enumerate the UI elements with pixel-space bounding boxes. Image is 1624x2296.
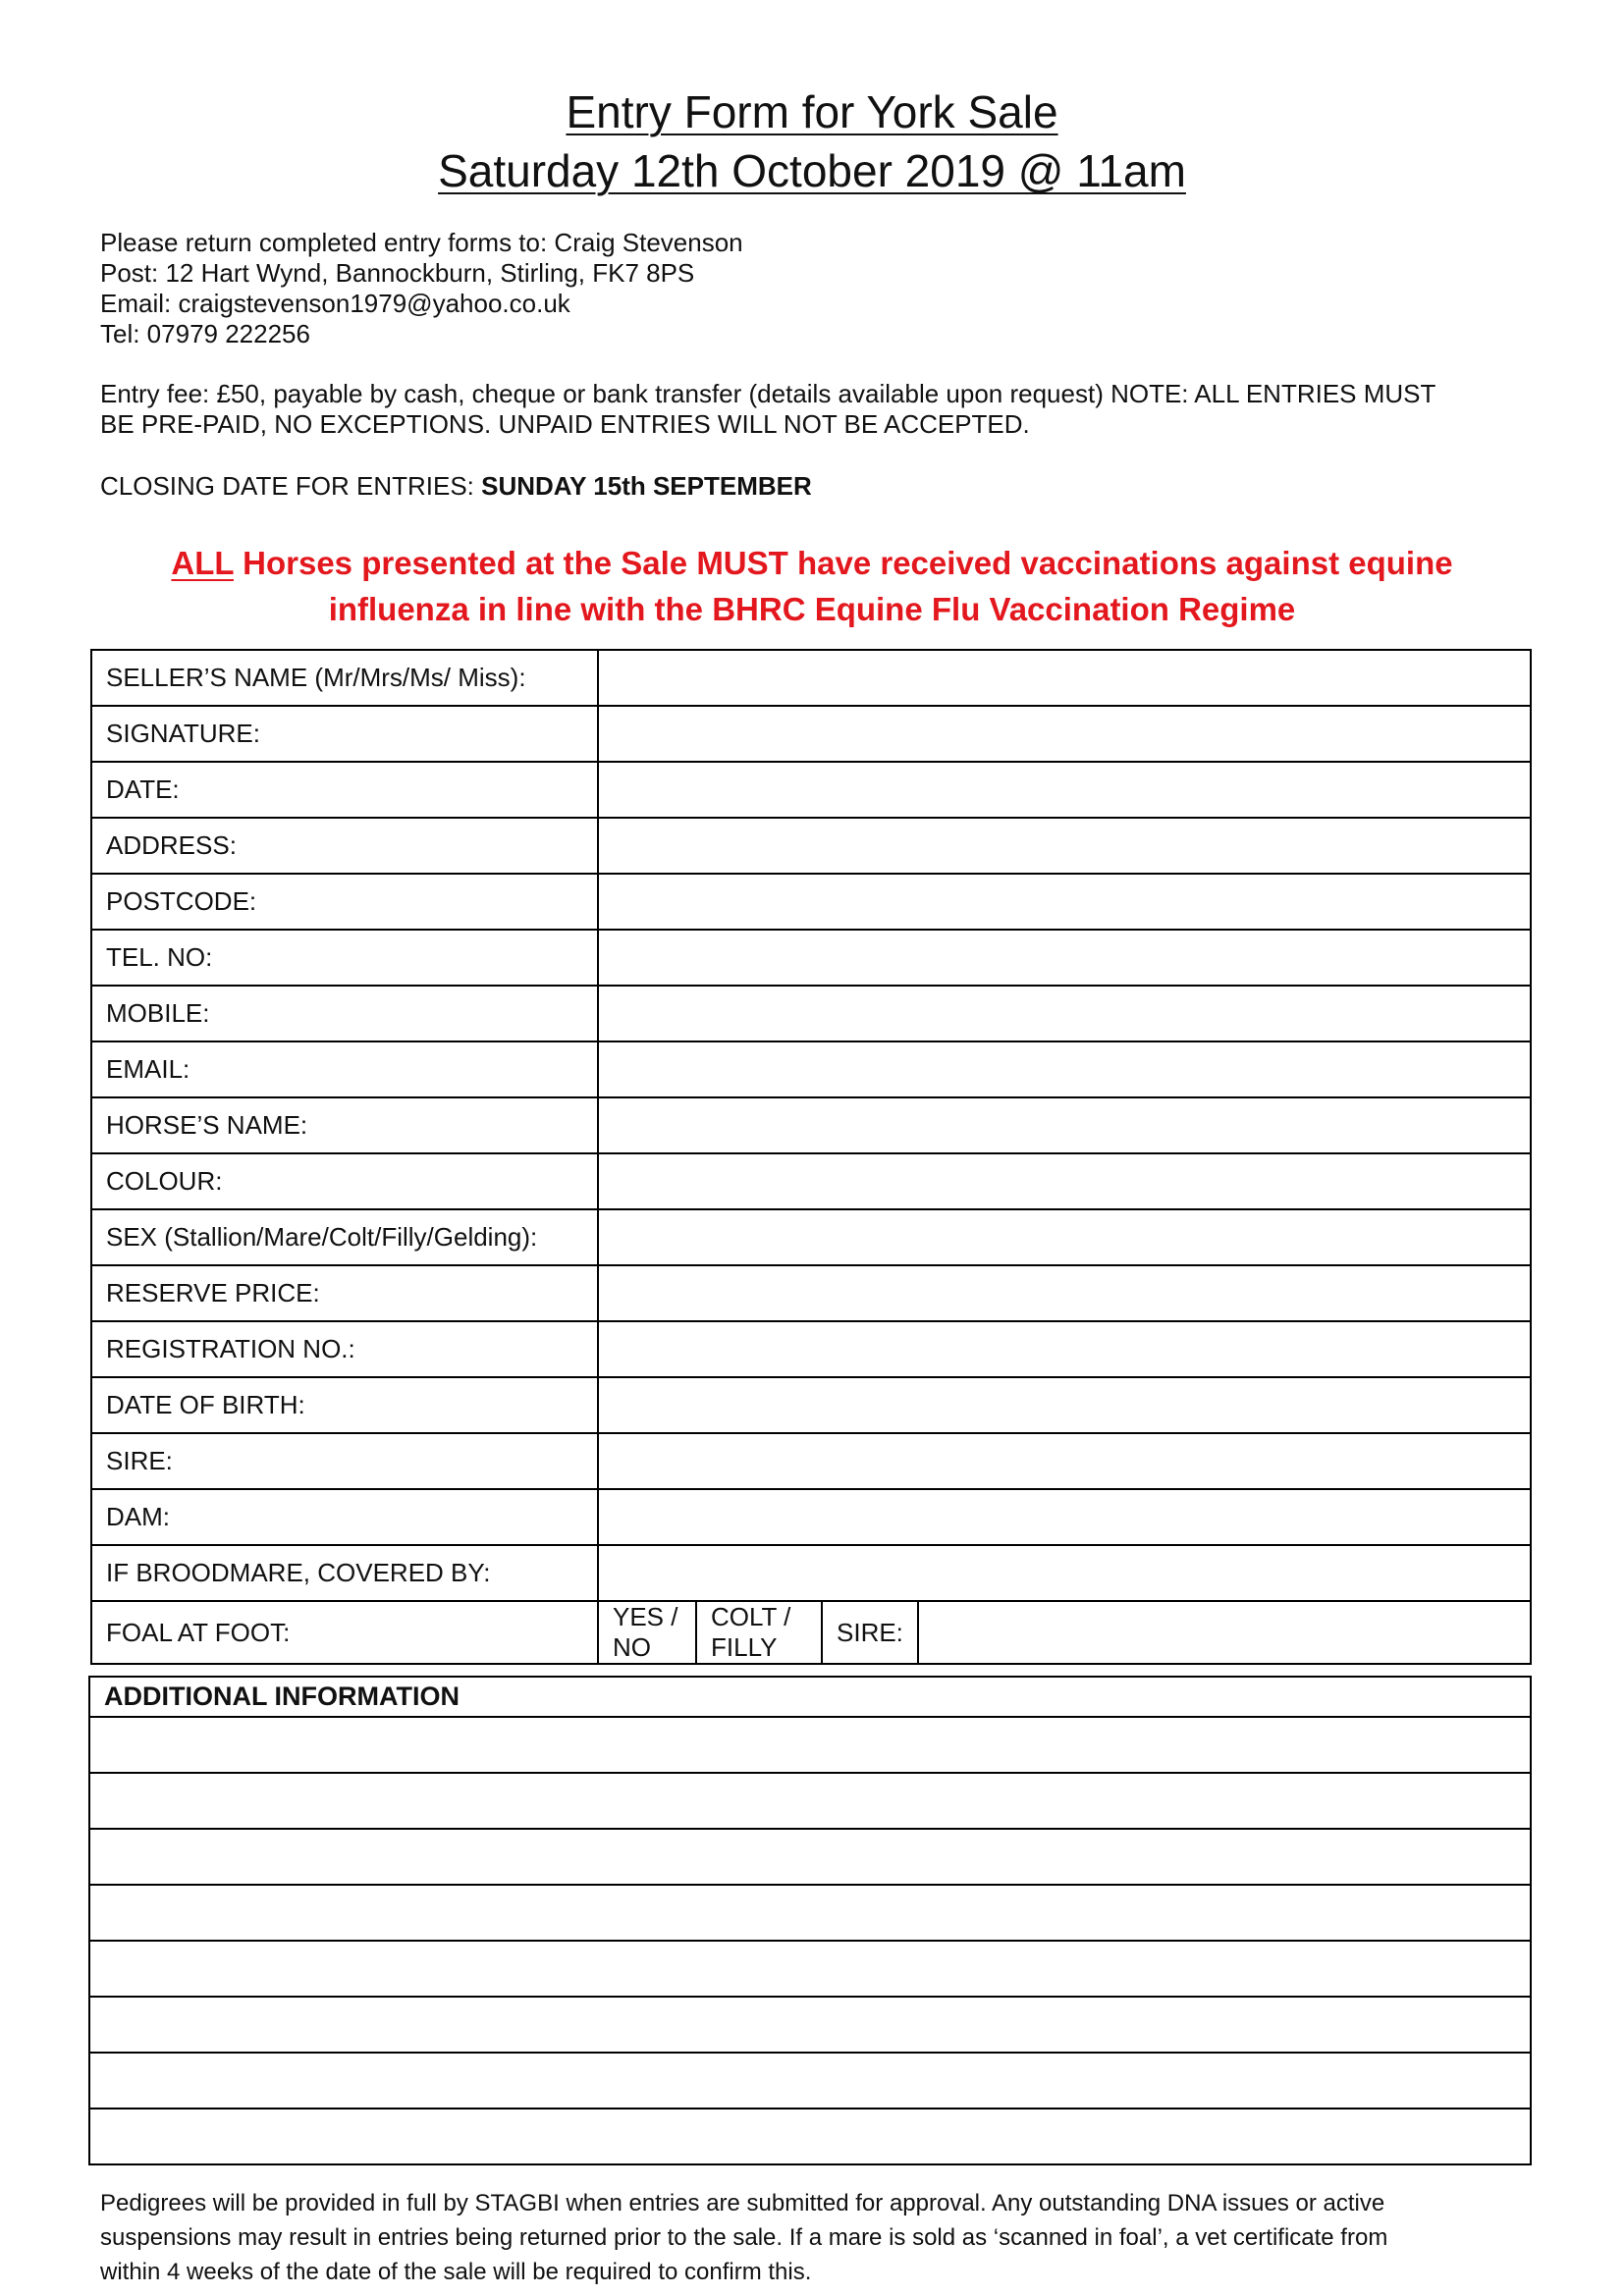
additional-info-heading: ADDITIONAL INFORMATION bbox=[89, 1677, 1531, 1717]
form-row bbox=[91, 1097, 1531, 1153]
field-label: DATE OF BIRTH: bbox=[91, 1377, 598, 1433]
foal-yes-no-option[interactable]: YES / NO bbox=[598, 1601, 696, 1664]
warning-all: ALL bbox=[171, 545, 234, 581]
footer-line-2: suspensions may result in entries being returned prior to the sale. If a mare is sold as ‘scanned in foal’, a vet certificate from bbox=[100, 2224, 1388, 2251]
foal-colt-filly-option[interactable]: COLT / FILLY bbox=[696, 1601, 822, 1664]
form-row bbox=[91, 930, 1531, 986]
form-row bbox=[91, 1209, 1531, 1265]
form-row bbox=[91, 818, 1531, 874]
closing-date-value: SUNDAY 15th SEPTEMBER bbox=[481, 471, 812, 501]
contact-block bbox=[100, 228, 1534, 349]
vaccination-warning bbox=[0, 540, 1624, 632]
additional-info-table bbox=[88, 1676, 1532, 2165]
field-entry-cell[interactable] bbox=[598, 762, 1531, 818]
additional-info-line[interactable] bbox=[89, 2109, 1531, 2164]
additional-info-entry-cell[interactable] bbox=[89, 1997, 1531, 2053]
footer-line-3: within 4 weeks of the date of the sale will be required to confirm this. bbox=[100, 2259, 812, 2285]
entry-form-table bbox=[90, 649, 1532, 1665]
additional-info-line[interactable] bbox=[89, 1997, 1531, 2053]
field-entry-cell[interactable] bbox=[598, 1377, 1531, 1433]
field-label: ADDRESS: bbox=[91, 818, 598, 874]
form-row bbox=[91, 1153, 1531, 1209]
field-entry-cell[interactable] bbox=[598, 1321, 1531, 1377]
form-row bbox=[91, 1377, 1531, 1433]
additional-info-entry-cell[interactable] bbox=[89, 1829, 1531, 1885]
field-entry-cell[interactable] bbox=[598, 1097, 1531, 1153]
field-entry-cell[interactable] bbox=[598, 986, 1531, 1041]
field-label: HORSE’S NAME: bbox=[91, 1097, 598, 1153]
field-label: TEL. NO: bbox=[91, 930, 598, 986]
additional-info-line[interactable] bbox=[89, 1773, 1531, 1829]
warning-line-2: influenza in line with the BHRC Equine Flu Vaccination Regime bbox=[328, 591, 1296, 627]
field-label: DAM: bbox=[91, 1489, 598, 1545]
form-row bbox=[91, 874, 1531, 930]
field-label: SEX (Stallion/Mare/Colt/Filly/Gelding): bbox=[91, 1209, 598, 1265]
pedigree-footer-note bbox=[100, 2186, 1543, 2289]
additional-info-entry-cell[interactable] bbox=[89, 2053, 1531, 2109]
form-row bbox=[91, 1041, 1531, 1097]
fee-line-2: BE PRE-PAID, NO EXCEPTIONS. UNPAID ENTRIES WILL NOT BE ACCEPTED. bbox=[100, 409, 1030, 439]
field-label: SIGNATURE: bbox=[91, 706, 598, 762]
field-entry-cell[interactable] bbox=[598, 818, 1531, 874]
field-entry-cell[interactable] bbox=[598, 1265, 1531, 1321]
form-subtitle bbox=[0, 141, 1624, 200]
additional-info-line[interactable] bbox=[89, 1829, 1531, 1885]
additional-info-line[interactable] bbox=[89, 1885, 1531, 1941]
additional-info-entry-cell[interactable] bbox=[89, 1885, 1531, 1941]
return-to-text: Please return completed entry forms to: Craig Stevenson bbox=[100, 228, 743, 257]
field-label: RESERVE PRICE: bbox=[91, 1265, 598, 1321]
foal-sire-entry-cell[interactable] bbox=[918, 1601, 1531, 1664]
form-row bbox=[91, 1433, 1531, 1489]
field-label: MOBILE: bbox=[91, 986, 598, 1041]
field-label: SIRE: bbox=[91, 1433, 598, 1489]
field-entry-cell[interactable] bbox=[598, 706, 1531, 762]
warning-line-1: Horses presented at the Sale MUST have received vaccinations against equine bbox=[233, 545, 1453, 581]
fee-notice bbox=[100, 379, 1534, 440]
form-title bbox=[0, 82, 1624, 141]
field-label: REGISTRATION NO.: bbox=[91, 1321, 598, 1377]
field-entry-cell[interactable] bbox=[598, 1545, 1531, 1601]
additional-info-line[interactable] bbox=[89, 1941, 1531, 1997]
field-label: COLOUR: bbox=[91, 1153, 598, 1209]
additional-info-entry-cell[interactable] bbox=[89, 1717, 1531, 1773]
field-entry-cell[interactable] bbox=[598, 1041, 1531, 1097]
form-row bbox=[91, 1321, 1531, 1377]
form-row bbox=[91, 706, 1531, 762]
additional-info-entry-cell[interactable] bbox=[89, 1773, 1531, 1829]
form-row bbox=[91, 1265, 1531, 1321]
foal-sire-label: SIRE: bbox=[822, 1601, 918, 1664]
form-row bbox=[91, 1545, 1531, 1601]
foal-at-foot-label: FOAL AT FOOT: bbox=[91, 1601, 598, 1664]
field-label: IF BROODMARE, COVERED BY: bbox=[91, 1545, 598, 1601]
field-entry-cell[interactable] bbox=[598, 874, 1531, 930]
title-line-2: Saturday 12th October 2019 @ 11am bbox=[438, 145, 1186, 196]
form-row bbox=[91, 1489, 1531, 1545]
title-line-1: Entry Form for York Sale bbox=[566, 86, 1058, 137]
form-row bbox=[91, 762, 1531, 818]
form-row bbox=[91, 650, 1531, 706]
email-address[interactable]: Email: craigstevenson1979@yahoo.co.uk bbox=[100, 289, 570, 318]
field-label: DATE: bbox=[91, 762, 598, 818]
closing-date bbox=[100, 471, 1534, 502]
additional-info-entry-cell[interactable] bbox=[89, 1941, 1531, 1997]
additional-info-line[interactable] bbox=[89, 1717, 1531, 1773]
closing-date-label: CLOSING DATE FOR ENTRIES: bbox=[100, 471, 482, 501]
field-entry-cell[interactable] bbox=[598, 650, 1531, 706]
fee-line-1: Entry fee: £50, payable by cash, cheque or bank transfer (details available upon request) NOTE: ALL ENTRIES MUST bbox=[100, 379, 1436, 408]
field-entry-cell[interactable] bbox=[598, 1489, 1531, 1545]
field-entry-cell[interactable] bbox=[598, 1153, 1531, 1209]
field-entry-cell[interactable] bbox=[598, 1433, 1531, 1489]
footer-line-1: Pedigrees will be provided in full by STAGBI when entries are submitted for approval. Any outstanding DNA issues or active bbox=[100, 2190, 1385, 2216]
field-label: POSTCODE: bbox=[91, 874, 598, 930]
field-entry-cell[interactable] bbox=[598, 930, 1531, 986]
additional-info-line[interactable] bbox=[89, 2053, 1531, 2109]
field-label: SELLER’S NAME (Mr/Mrs/Ms/ Miss): bbox=[91, 650, 598, 706]
additional-info-entry-cell[interactable] bbox=[89, 2109, 1531, 2164]
form-row-foal bbox=[91, 1601, 1531, 1664]
field-entry-cell[interactable] bbox=[598, 1209, 1531, 1265]
form-row bbox=[91, 986, 1531, 1041]
telephone: Tel: 07979 222256 bbox=[100, 319, 310, 348]
post-address: Post: 12 Hart Wynd, Bannockburn, Stirling, FK7 8PS bbox=[100, 258, 695, 288]
field-label: EMAIL: bbox=[91, 1041, 598, 1097]
